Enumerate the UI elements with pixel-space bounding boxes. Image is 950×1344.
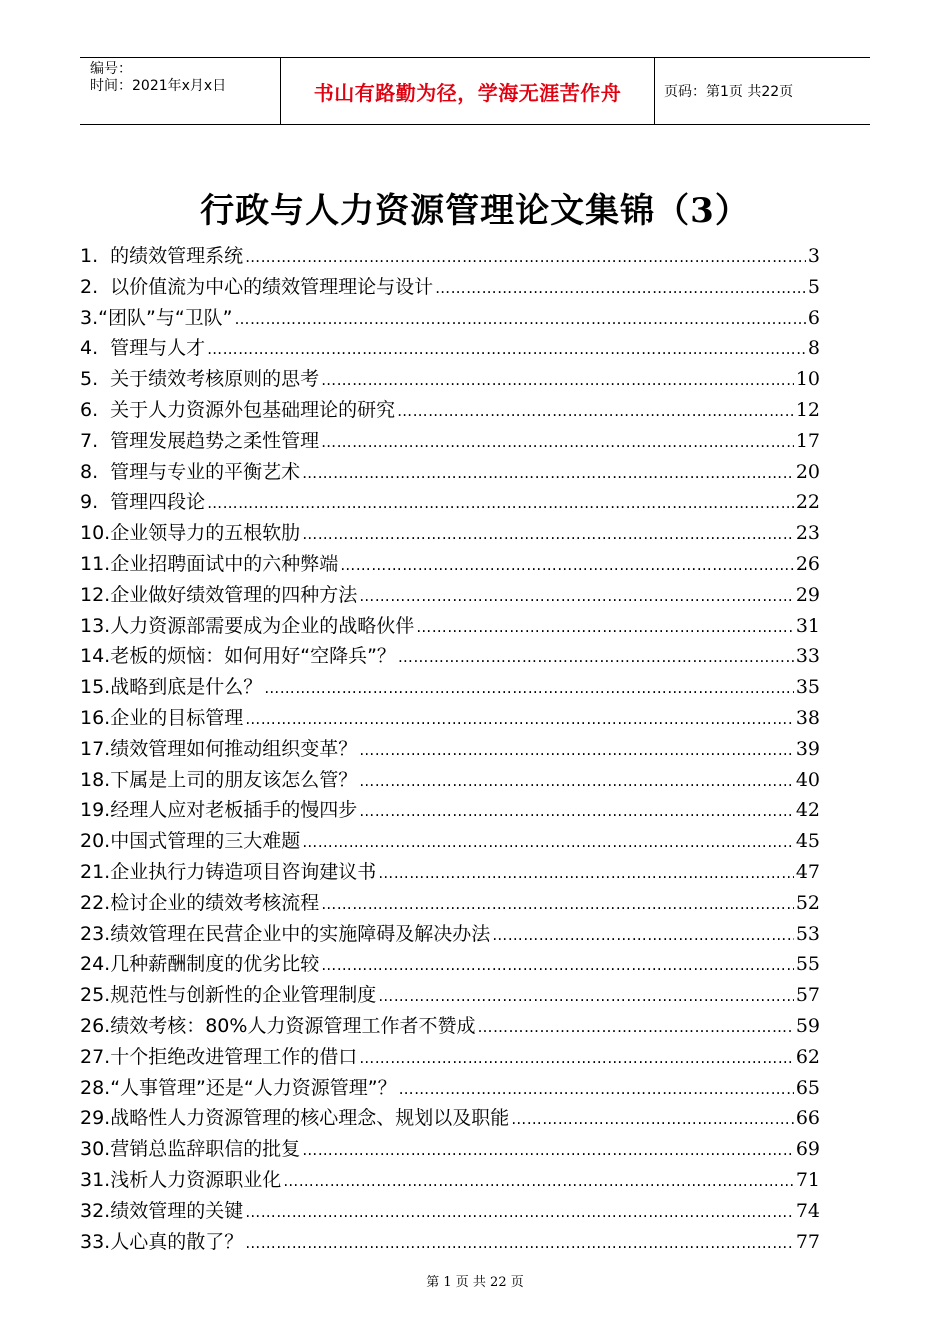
toc-entry-page: 77 xyxy=(795,1230,820,1253)
toc-entry-title: 人心真的散了？ xyxy=(110,1230,244,1253)
toc-entry-number: 15. xyxy=(80,676,111,699)
toc-entry[interactable] xyxy=(80,949,820,980)
toc-entry-page: 8 xyxy=(807,337,820,360)
toc-entry-number: 19. xyxy=(80,799,111,822)
toc-entry-number: 2. xyxy=(80,275,99,298)
toc-entry[interactable] xyxy=(80,795,820,826)
toc-dot-leader xyxy=(245,1203,794,1221)
toc-entry[interactable] xyxy=(80,364,820,395)
toc-entry-page: 55 xyxy=(795,953,820,976)
toc-entry-title: 几种薪酬制度的优劣比较 xyxy=(110,953,320,976)
toc-entry[interactable] xyxy=(80,303,820,334)
toc-dot-leader xyxy=(435,279,806,297)
document-number-label: 编号： xyxy=(90,61,132,77)
document-time-label: 时间：2021年x月x日 xyxy=(90,78,227,94)
toc-entry[interactable] xyxy=(80,1011,820,1042)
toc-entry-page: 69 xyxy=(795,1138,820,1161)
toc-entry-page: 66 xyxy=(795,1107,820,1130)
toc-dot-leader xyxy=(283,1172,794,1190)
table-of-contents xyxy=(80,241,820,1257)
toc-entry-number: 9. xyxy=(80,491,99,514)
toc-entry-number: 17. xyxy=(80,737,111,760)
toc-entry-page: 35 xyxy=(795,676,820,699)
toc-dot-leader xyxy=(416,618,794,636)
toc-entry-title: “人事管理”还是“人力资源管理”？ xyxy=(110,1076,397,1099)
toc-entry-page: 40 xyxy=(795,768,820,791)
toc-entry[interactable] xyxy=(80,672,820,703)
toc-entry-page: 6 xyxy=(807,306,820,329)
toc-entry[interactable] xyxy=(80,549,820,580)
toc-entry-title: 绩效管理在民营企业中的实施障碍及解决办法 xyxy=(110,922,491,945)
toc-entry-title: 企业执行力铸造项目咨询建议书 xyxy=(110,860,377,883)
toc-entry[interactable] xyxy=(80,272,820,303)
toc-entry-number: 22. xyxy=(80,891,111,914)
toc-entry[interactable] xyxy=(80,1165,820,1196)
toc-entry-page: 71 xyxy=(795,1168,820,1191)
toc-entry-page: 74 xyxy=(795,1199,820,1222)
toc-entry[interactable] xyxy=(80,734,820,765)
toc-dot-leader xyxy=(207,494,794,512)
toc-dot-leader xyxy=(477,1018,793,1036)
toc-entry[interactable] xyxy=(80,919,820,950)
document-title: 行政与人力资源管理论文集锦（3） xyxy=(200,191,750,231)
toc-entry[interactable] xyxy=(80,703,820,734)
toc-entry-title: 经理人应对老板插手的慢四步 xyxy=(110,799,358,822)
toc-entry-title: 营销总监辞职信的批复 xyxy=(110,1138,301,1161)
toc-entry[interactable] xyxy=(80,1134,820,1165)
toc-entry-number: 16. xyxy=(80,706,111,729)
toc-entry-page: 3 xyxy=(807,245,820,267)
header-motto: 书山有路勤为径，学海无涯苦作舟 xyxy=(281,58,655,124)
toc-entry[interactable] xyxy=(80,457,820,488)
toc-entry[interactable] xyxy=(80,826,820,857)
toc-entry[interactable] xyxy=(80,765,820,796)
toc-entry[interactable] xyxy=(80,241,820,272)
toc-entry-number: 14. xyxy=(80,645,111,668)
toc-entry-title: 企业招聘面试中的六种弊端 xyxy=(110,552,339,575)
toc-dot-leader xyxy=(397,402,794,420)
toc-entry-number: 21. xyxy=(80,860,111,883)
toc-entry[interactable] xyxy=(80,641,820,672)
toc-dot-leader xyxy=(321,371,794,389)
toc-dot-leader xyxy=(302,525,794,543)
toc-entry-page: 20 xyxy=(795,460,820,483)
toc-entry-page: 29 xyxy=(795,583,820,606)
toc-entry-title: 绩效管理如何推动组织变革？ xyxy=(110,737,358,760)
toc-entry-number: 18. xyxy=(80,768,111,791)
toc-entry-title: 下属是上司的朋友该怎么管？ xyxy=(110,768,358,791)
toc-dot-leader xyxy=(359,741,794,759)
toc-entry-page: 59 xyxy=(795,1014,820,1037)
toc-entry-title: 管理与专业的平衡艺术 xyxy=(110,460,301,483)
toc-entry[interactable] xyxy=(80,857,820,888)
toc-entry-title: 管理与人才 xyxy=(110,337,206,360)
toc-entry-title: 十个拒绝改进管理工作的借口 xyxy=(110,1045,358,1068)
toc-entry-title: “团队”与“卫队” xyxy=(98,306,233,329)
toc-entry[interactable] xyxy=(80,580,820,611)
toc-entry[interactable] xyxy=(80,1103,820,1134)
toc-entry-title: 企业的目标管理 xyxy=(110,706,244,729)
toc-entry-number: 27. xyxy=(80,1045,111,1068)
toc-dot-leader xyxy=(207,340,806,358)
toc-entry-number: 30. xyxy=(80,1138,111,1161)
toc-entry-number: 4. xyxy=(80,337,99,360)
toc-entry-page: 39 xyxy=(795,737,820,760)
toc-entry-number: 13. xyxy=(80,614,111,637)
toc-entry-title: 战略到底是什么？ xyxy=(110,676,263,699)
toc-dot-leader xyxy=(245,248,806,266)
toc-entry-number: 7. xyxy=(80,429,99,452)
toc-entry-title: 浅析人力资源职业化 xyxy=(110,1168,282,1191)
toc-dot-leader xyxy=(399,1080,794,1098)
toc-entry-page: 57 xyxy=(795,984,820,1007)
toc-dot-leader xyxy=(511,1110,794,1128)
toc-entry-page: 12 xyxy=(795,398,820,421)
toc-entry-number: 1. xyxy=(80,245,99,267)
toc-entry[interactable] xyxy=(80,1042,820,1073)
toc-dot-leader xyxy=(492,926,794,944)
toc-entry-number: 20. xyxy=(80,830,111,853)
toc-dot-leader xyxy=(302,833,794,851)
header-meta xyxy=(80,58,281,124)
toc-entry-number: 33. xyxy=(80,1230,111,1253)
toc-entry[interactable] xyxy=(80,487,820,518)
toc-entry-number: 3. xyxy=(80,306,99,329)
toc-entry-number: 31. xyxy=(80,1168,111,1191)
toc-dot-leader xyxy=(302,464,794,482)
toc-dot-leader xyxy=(359,772,794,790)
toc-entry-page: 31 xyxy=(795,614,820,637)
toc-entry-number: 11. xyxy=(80,552,111,575)
toc-dot-leader xyxy=(378,987,794,1005)
toc-entry-title: 企业做好绩效管理的四种方法 xyxy=(110,583,358,606)
toc-dot-leader xyxy=(321,956,794,974)
toc-entry[interactable] xyxy=(80,518,820,549)
toc-entry-title: 检讨企业的绩效考核流程 xyxy=(110,891,320,914)
page-footer: 第 1 页 共 22 页 xyxy=(426,1275,524,1290)
toc-dot-leader xyxy=(235,310,806,328)
toc-entry-page: 38 xyxy=(795,706,820,729)
toc-entry[interactable] xyxy=(80,1196,820,1227)
toc-dot-leader xyxy=(340,556,794,574)
toc-entry-title: 企业领导力的五根软肋 xyxy=(110,522,301,545)
toc-entry-title: 关于绩效考核原则的思考 xyxy=(110,368,320,391)
toc-entry-number: 26. xyxy=(80,1014,111,1037)
toc-entry-page: 23 xyxy=(795,522,820,545)
toc-entry-page: 52 xyxy=(795,891,820,914)
toc-entry-page: 62 xyxy=(795,1045,820,1068)
toc-entry-title: 绩效考核：80%人力资源管理工作者不赞成 xyxy=(110,1014,476,1037)
toc-entry-number: 8. xyxy=(80,460,99,483)
toc-entry-page: 26 xyxy=(795,552,820,575)
toc-entry[interactable] xyxy=(80,426,820,457)
toc-entry-page: 10 xyxy=(795,368,820,391)
toc-entry-page: 47 xyxy=(795,860,820,883)
toc-entry-page: 45 xyxy=(795,830,820,853)
toc-entry[interactable] xyxy=(80,980,820,1011)
toc-dot-leader xyxy=(321,895,794,913)
toc-entry-title: 战略性人力资源管理的核心理念、规划以及职能 xyxy=(110,1107,510,1130)
toc-entry[interactable] xyxy=(80,1227,820,1258)
toc-entry-title: 老板的烦恼：如何用好“空降兵”？ xyxy=(110,645,396,668)
toc-entry-number: 25. xyxy=(80,984,111,1007)
toc-dot-leader xyxy=(302,1141,794,1159)
toc-entry[interactable] xyxy=(80,888,820,919)
toc-entry-page: 53 xyxy=(795,922,820,945)
toc-entry-number: 5. xyxy=(80,368,99,391)
toc-entry-number: 12. xyxy=(80,583,111,606)
toc-dot-leader xyxy=(359,587,794,605)
toc-entry[interactable] xyxy=(80,611,820,642)
toc-entry-number: 29. xyxy=(80,1107,111,1130)
toc-dot-leader xyxy=(359,1049,794,1067)
toc-dot-leader xyxy=(321,433,794,451)
toc-entry[interactable] xyxy=(80,333,820,364)
toc-entry-title: 中国式管理的三大难题 xyxy=(110,830,301,853)
toc-entry-title: 管理四段论 xyxy=(110,491,206,514)
toc-dot-leader xyxy=(245,710,794,728)
toc-dot-leader xyxy=(264,679,794,697)
page-header xyxy=(80,57,870,125)
toc-entry-number: 6. xyxy=(80,398,99,421)
toc-entry-page: 22 xyxy=(795,491,820,514)
toc-dot-leader xyxy=(378,864,794,882)
toc-dot-leader xyxy=(398,648,794,666)
toc-entry-title: 管理发展趋势之柔性管理 xyxy=(110,429,320,452)
toc-dot-leader xyxy=(245,1234,794,1252)
toc-entry-number: 24. xyxy=(80,953,111,976)
toc-entry-number: 23. xyxy=(80,922,111,945)
toc-entry-title: 关于人力资源外包基础理论的研究 xyxy=(110,398,396,421)
toc-entry-title: 规范性与创新性的企业管理制度 xyxy=(110,984,377,1007)
toc-entry-page: 65 xyxy=(795,1076,820,1099)
toc-entry-page: 42 xyxy=(795,799,820,822)
toc-dot-leader xyxy=(359,802,794,820)
toc-entry-number: 28. xyxy=(80,1076,111,1099)
toc-entry-title: 绩效管理的关键 xyxy=(110,1199,244,1222)
toc-entry[interactable] xyxy=(80,1073,820,1104)
toc-entry-title: 人力资源部需要成为企业的战略伙伴 xyxy=(110,614,415,637)
header-page-info: 页码：第1页 共22页 xyxy=(664,84,794,100)
toc-entry-page: 17 xyxy=(795,429,820,452)
toc-entry-title: 的绩效管理系统 xyxy=(110,245,244,267)
toc-entry-page: 33 xyxy=(795,645,820,668)
toc-entry-number: 32. xyxy=(80,1199,111,1222)
toc-entry-title: 以价值流为中心的绩效管理理论与设计 xyxy=(110,275,434,298)
toc-entry-page: 5 xyxy=(807,275,820,298)
toc-entry[interactable] xyxy=(80,395,820,426)
toc-entry-number: 10. xyxy=(80,522,111,545)
